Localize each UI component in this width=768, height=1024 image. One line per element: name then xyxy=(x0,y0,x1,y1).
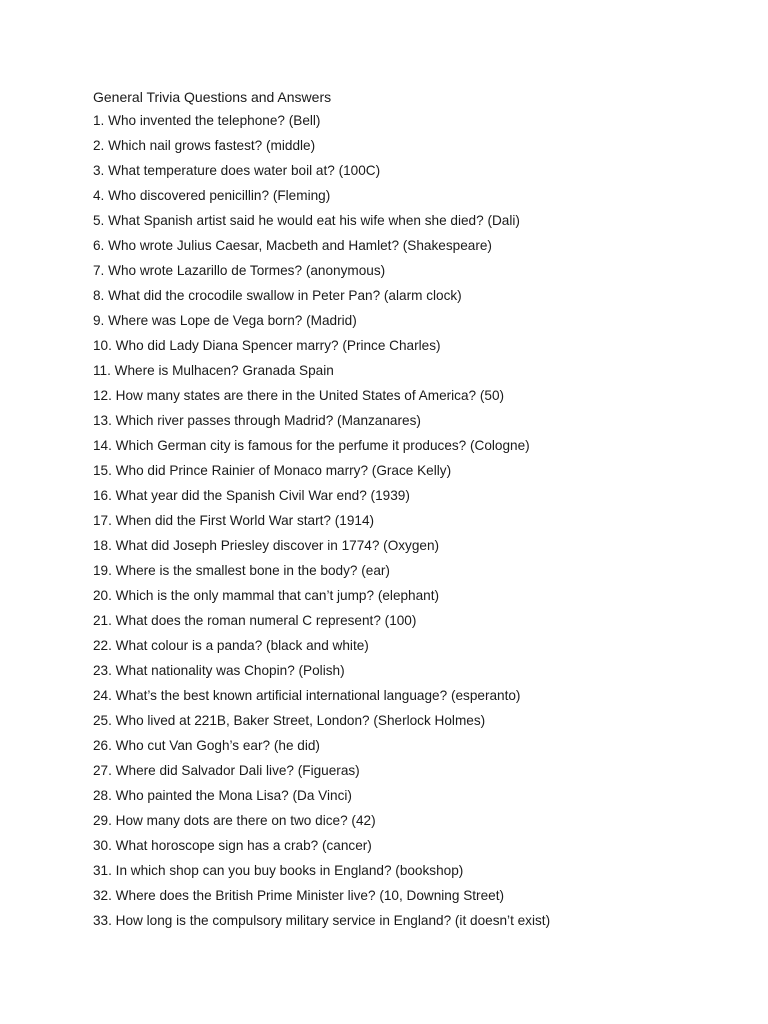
question-item: 15. Who did Prince Rainier of Monaco marry? (Grace Kelly) xyxy=(93,463,452,478)
question-item: 6. Who wrote Julius Caesar, Macbeth and Hamlet? (Shakespeare) xyxy=(93,238,492,253)
question-item: 5. What Spanish artist said he would eat his wife when she died? (Dali) xyxy=(93,213,520,228)
question-item: 17. When did the First World War start? (1914) xyxy=(93,513,375,528)
question-item: 31. In which shop can you buy books in England? (bookshop) xyxy=(93,863,464,878)
question-item: 10. Who did Lady Diana Spencer marry? (Prince Charles) xyxy=(93,338,441,353)
question-item: 25. Who lived at 221B, Baker Street, London? (Sherlock Holmes) xyxy=(93,713,486,728)
question-item: 13. Which river passes through Madrid? (Manzanares) xyxy=(93,413,421,428)
question-item: 7. Who wrote Lazarillo de Tormes? (anonymous) xyxy=(93,263,386,278)
question-item: 30. What horoscope sign has a crab? (cancer) xyxy=(93,838,372,853)
question-item: 16. What year did the Spanish Civil War end? (1939) xyxy=(93,488,410,503)
question-item: 14. Which German city is famous for the perfume it produces? (Cologne) xyxy=(93,438,530,453)
document-title: General Trivia Questions and Answers xyxy=(93,89,332,105)
question-item: 28. Who painted the Mona Lisa? (Da Vinci) xyxy=(93,788,352,803)
question-item: 33. How long is the compulsory military service in England? (it doesn’t exist) xyxy=(93,913,551,928)
question-item: 11. Where is Mulhacen? Granada Spain xyxy=(93,363,334,378)
question-item: 24. What’s the best known artificial international language? (esperanto) xyxy=(93,688,521,703)
question-item: 12. How many states are there in the United States of America? (50) xyxy=(93,388,505,403)
question-item: 2. Which nail grows fastest? (middle) xyxy=(93,138,316,153)
question-item: 20. Which is the only mammal that can’t jump? (elephant) xyxy=(93,588,440,603)
question-item: 23. What nationality was Chopin? (Polish) xyxy=(93,663,345,678)
question-item: 9. Where was Lope de Vega born? (Madrid) xyxy=(93,313,357,328)
question-item: 32. Where does the British Prime Minister live? (10, Downing Street) xyxy=(93,888,504,903)
question-item: 27. Where did Salvador Dali live? (Figueras) xyxy=(93,763,360,778)
question-item: 19. Where is the smallest bone in the body? (ear) xyxy=(93,563,390,578)
question-item: 1. Who invented the telephone? (Bell) xyxy=(93,113,321,128)
question-item: 22. What colour is a panda? (black and white) xyxy=(93,638,369,653)
question-item: 29. How many dots are there on two dice? (42) xyxy=(93,813,376,828)
question-list xyxy=(93,108,768,933)
question-item: 8. What did the crocodile swallow in Peter Pan? (alarm clock) xyxy=(93,288,462,303)
question-item: 21. What does the roman numeral C represent? (100) xyxy=(93,613,417,628)
question-item: 4. Who discovered penicillin? (Fleming) xyxy=(93,188,331,203)
question-item: 18. What did Joseph Priesley discover in 1774? (Oxygen) xyxy=(93,538,440,553)
question-item: 26. Who cut Van Gogh’s ear? (he did) xyxy=(93,738,320,753)
question-item: 3. What temperature does water boil at? (100C) xyxy=(93,163,381,178)
